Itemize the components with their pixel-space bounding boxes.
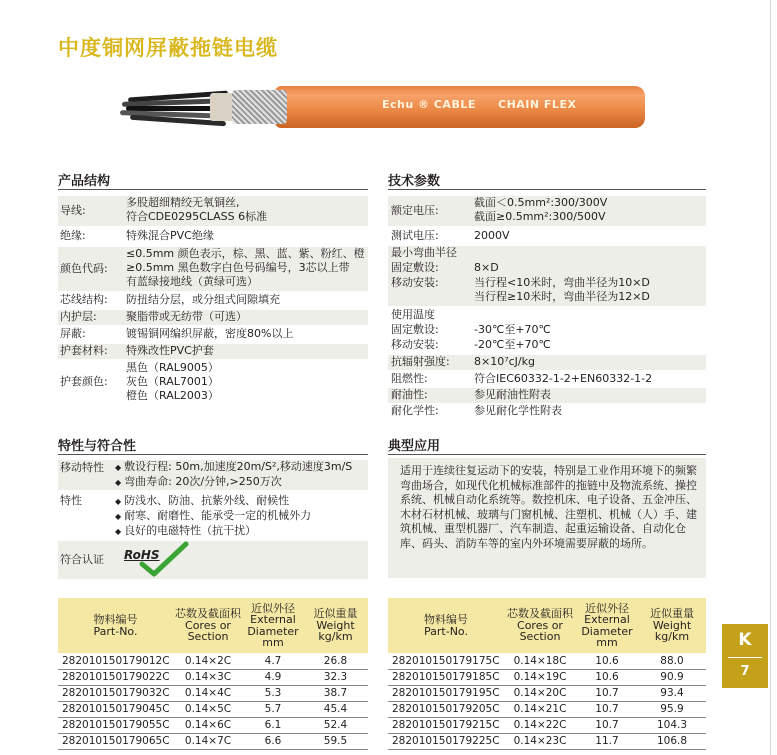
tech-row-rated-voltage: 额定电压: 截面＜0.5mm²:300/300V 截面≥0.5mm²:300/500V — [388, 196, 706, 226]
structure-row-shield: 屏蔽: 镀锡铜网编织屏蔽，密度80%以上 — [60, 327, 294, 340]
application-box — [388, 458, 706, 578]
table-row: 282010150179022C 0.14×3C 4.9 32.3 — [58, 669, 368, 685]
tech-row-oil: 耐油性: 参见耐油性附表 — [388, 388, 706, 403]
application-heading: 典型应用 — [388, 439, 441, 454]
table-row: 282010150179032C 0.14×4C 5.3 38.7 — [58, 685, 368, 701]
table-row: 282010150179225C 0.14×23C 11.7 106.8 — [388, 733, 706, 749]
structure-row-color-code: 颜色代码: ≤0.5mm 颜色表示，棕、黑、蓝、紫、粉红、橙 ≥0.5mm 黑色数字白色号码编号，3芯以上带 有蓝绿接地线（黄绿可选） — [58, 247, 368, 291]
col-weight-header: 近似重量 Weight kg/km — [638, 598, 706, 653]
application-text: 适用于连续往复运动下的安装，特别是工业作用环境下的频繁弯曲场合，如现代化机械标准部件的拖链中及物流系统、操控系统、机械自动化系统等。数控机床、电子设备、五金冲压、木材石材机械、玻璃与门窗机械、注塑机、机械（人）手、建筑机械、重型机器厂、汽车制造、起重运输设备、自动化仓库、码头、消防车等的室内外环境需要屏蔽的场所。 — [400, 464, 697, 550]
tech-row-test-voltage: 测试电压: 2000V — [391, 229, 510, 242]
section-tab-page: 7 — [740, 664, 750, 679]
section-tab-letter: K — [738, 630, 752, 650]
structure-row-sheath-material: 护套材料: 特殊改性PVC护套 — [58, 344, 368, 359]
structure-row-inner-sheath: 内护层: 聚脂带或无纺带（可选） — [58, 310, 368, 325]
structure-row-core: 芯线结构: 防扭结分层，或分组式间隙填充 — [60, 293, 280, 306]
section-tab — [722, 624, 768, 688]
structure-row-insulation: 绝缘: 特殊混合PVC绝缘 — [60, 229, 214, 242]
col-diameter-header: 近似外径 External Diameter mm — [243, 598, 303, 653]
cable-illustration — [120, 80, 650, 150]
tech-row-flame: 阻燃性: 符合IEC60332-1-2+EN60332-1-2 — [391, 372, 653, 385]
table-row: 282010150179185C 0.14×19C 10.6 90.9 — [388, 669, 706, 685]
table-row: 282010150179012C 0.14×2C 4.7 26.8 — [58, 653, 368, 669]
tech-row-radiation: 抗辐射强度: 8×10⁷cJ/kg — [388, 355, 706, 370]
table-row: 282010150179055C 0.14×6C 6.1 52.4 — [58, 717, 368, 733]
tech-row-chemical: 耐化学性: 参见耐化学性附表 — [391, 404, 562, 417]
parts-table-right — [388, 598, 706, 750]
structure-row-conductor: 导线: 多股超细精绞无氧铜丝, 符合CDE0295CLASS 6标准 — [58, 196, 368, 226]
table-row: 282010150179175C 0.14×18C 10.6 88.0 — [388, 653, 706, 669]
col-weight-header: 近似重量 Weight kg/km — [303, 598, 368, 653]
features-heading: 特性与符合性 — [58, 439, 137, 454]
feature-row-property: 特性 ◆ 防浅水、防油、抗紫外线、耐候性 ◆ 耐寒、耐磨性、能承受一定的机械外力 ◆ 良好的电磁特性（抗干扰） — [58, 494, 368, 538]
col-cores-header: 芯数及截面积 Cores or Section — [173, 598, 243, 653]
checkmark-icon — [124, 540, 194, 580]
feature-row-certification: 符合认证 — [58, 541, 368, 579]
table-row: 282010150179215C 0.14×22C 10.7 104.3 — [388, 717, 706, 733]
col-part-header: 物料编号 Part-No. — [388, 598, 504, 653]
structure-heading: 产品结构 — [58, 174, 111, 189]
feature-row-motion: 移动特性 ◆ 敷设行程: 50m,加速度20m/S²,移动速度3m/S ◆ 弯曲寿命: 20次/分钟,>250万次 — [58, 460, 368, 490]
tech-heading: 技术参数 — [388, 174, 441, 189]
structure-row-sheath-color: 护套颜色: 黑色（RAL9005） 灰色（RAL7001） 橙色（RAL2003） — [60, 361, 219, 402]
rohs-logo: RoHS — [124, 540, 194, 580]
table-row: 282010150179065C 0.14×7C 6.6 59.5 — [58, 733, 368, 749]
table-row: 282010150179045C 0.14×5C 5.7 45.4 — [58, 701, 368, 717]
tech-row-bend-radius: 最小弯曲半径 固定敷设: 8×D 移动安装: 当行程<10米时，弯曲半径为10×D 当行程≥10米时，弯曲半径为12×D — [388, 246, 706, 306]
col-cores-header: 芯数及截面积 Cores or Section — [504, 598, 576, 653]
table-header-row — [388, 598, 706, 653]
parts-table-left — [58, 598, 368, 750]
col-part-header: 物料编号 Part-No. — [58, 598, 173, 653]
table-row: 282010150179205C 0.14×21C 10.7 95.9 — [388, 701, 706, 717]
col-diameter-header: 近似外径 External Diameter mm — [576, 598, 638, 653]
tech-row-temperature: 使用温度 固定敷设: -30℃至+70℃ 移动安装: -20℃至+70℃ — [391, 308, 551, 351]
cable-line-print: CHAIN FLEX — [498, 98, 577, 111]
table-row: 282010150179195C 0.14×20C 10.7 93.4 — [388, 685, 706, 701]
page-title: 中度铜网屏蔽拖链电缆 — [58, 36, 278, 60]
cable-brand-print: Echu ® CABLE — [382, 98, 476, 111]
table-header-row — [58, 598, 368, 653]
